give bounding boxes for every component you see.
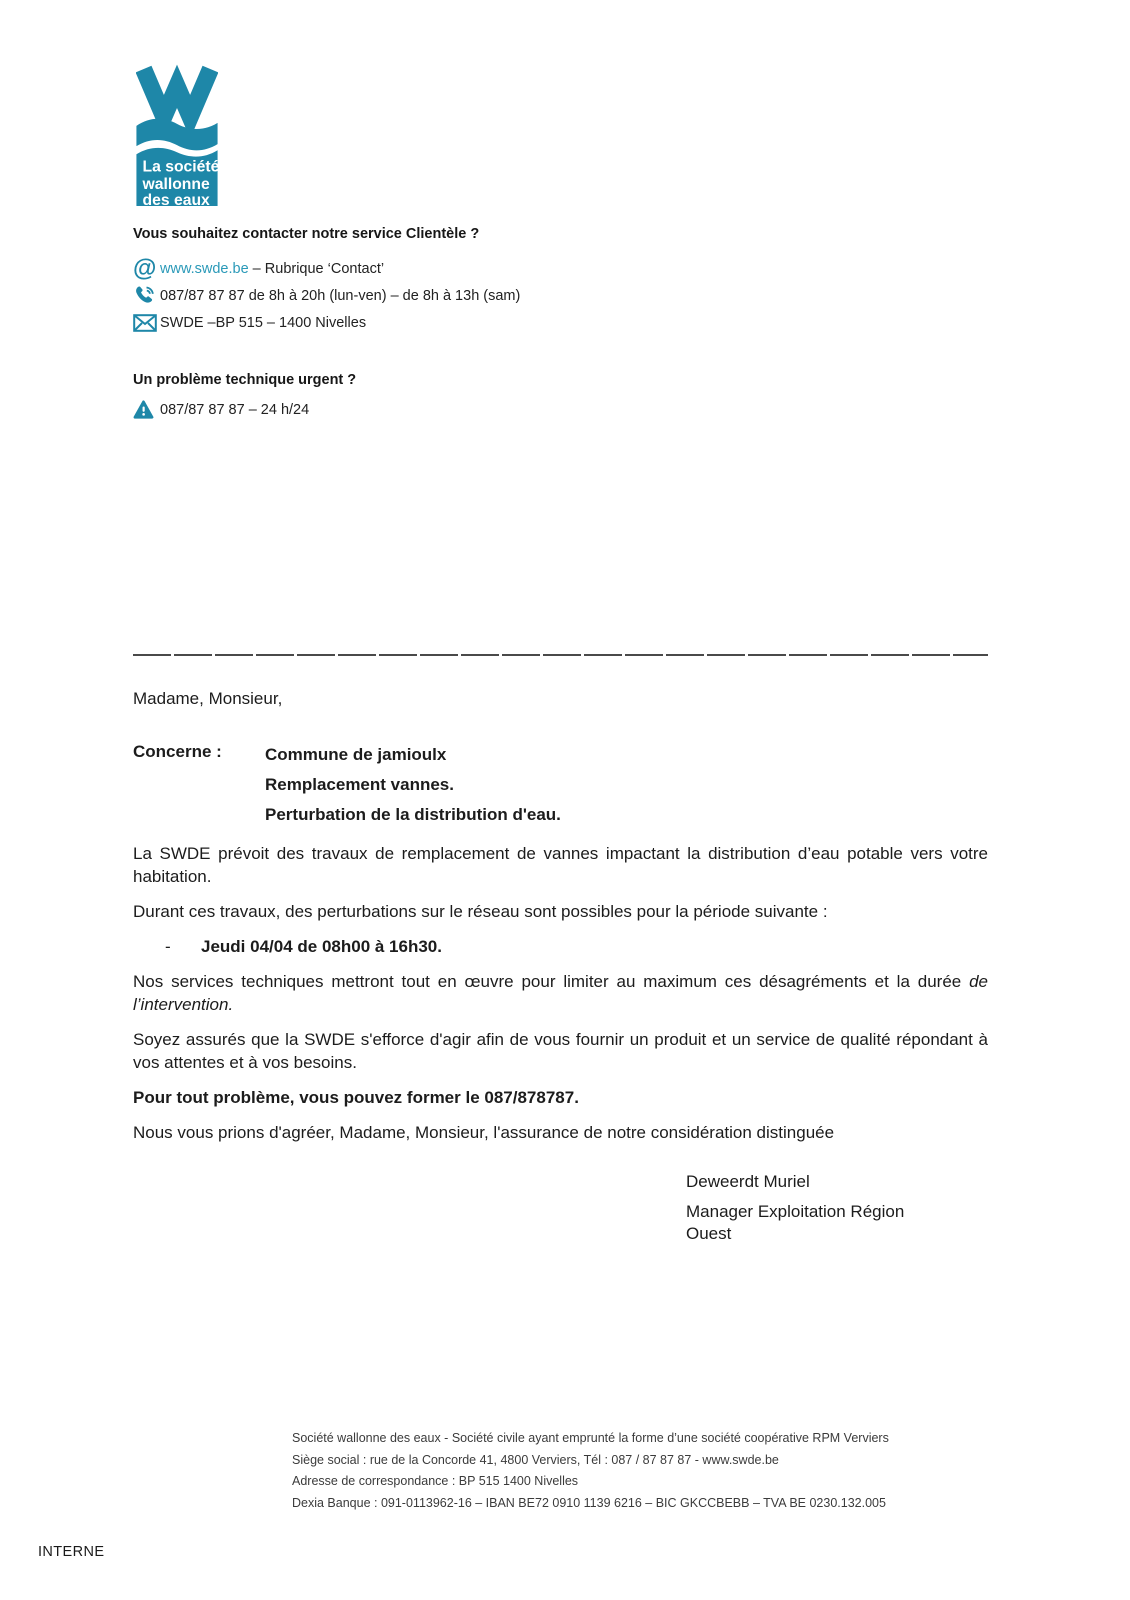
footer-line: Dexia Banque : 091-0113962-16 – IBAN BE72 0910 1139 6216 – BIC GKCCBEBB – TVA BE 0230.132.005 <box>292 1495 886 1510</box>
contact-heading: Vous souhaitez contacter notre service Clientèle ? <box>133 226 480 242</box>
mail-row <box>133 309 653 336</box>
concerne-lines <box>265 740 561 830</box>
paragraph-services-italic: de l’intervention. <box>133 972 988 1014</box>
mail-text: SWDE –BP 515 – 1400 Nivelles <box>160 314 367 331</box>
logo-wave-band <box>136 119 217 151</box>
bullet-text: Jeudi 04/04 de 08h00 à 16h30. <box>201 937 442 956</box>
urgent-heading: Un problème technique urgent ? <box>133 372 357 388</box>
footer-line: Siège social : rue de la Concorde 41, 4800 Verviers, Tél : 087 / 87 87 87 - www.swde.be <box>292 1452 779 1467</box>
swde-logo <box>136 64 218 206</box>
urgent-phone-text: 087/87 87 87 – 24 h/24 <box>160 401 310 418</box>
at-icon: @ <box>133 254 157 282</box>
bullet-date <box>133 935 988 958</box>
swde-logo-graphic <box>136 64 218 206</box>
bullet-dash: - <box>165 937 171 956</box>
interne-watermark: INTERNE <box>38 1544 105 1560</box>
footer-line: Adresse de correspondance : BP 515 1400 Nivelles <box>292 1474 579 1488</box>
website-rest: – Rubrique ‘Contact’ <box>248 260 385 277</box>
paragraph-period: Durant ces travaux, des perturbations sur le réseau sont possibles pour la période suivante : <box>133 902 828 921</box>
paragraph-closing: Nous vous prions d'agréer, Madame, Monsieur, l'assurance de notre considération distinguée <box>133 1123 835 1142</box>
concerne-line: Perturbation de la distribution d'eau. <box>265 805 561 824</box>
envelope-icon <box>133 314 160 332</box>
footer-line: Société wallonne des eaux - Société civile ayant emprunté la forme d’une société coopérative RPM Verviers <box>292 1431 889 1445</box>
paragraph-quality: Soyez assurés que la SWDE s'efforce d'agir afin de vous fournir un produit et un service de qualité répondant à vos attentes et à vos besoins. <box>133 1030 988 1072</box>
logo-line-3: des eaux <box>142 191 210 206</box>
signature-block <box>686 1170 934 1245</box>
signature-title: Manager Exploitation Région Ouest <box>686 1202 905 1243</box>
contact-section <box>133 226 653 423</box>
website-link[interactable]: www.swde.be <box>160 260 249 277</box>
divider-line <box>133 653 988 656</box>
logo-line-1: La société <box>142 158 218 176</box>
phone-text: 087/87 87 87 de 8h à 20h (lun-ven) – de 8h à 13h (sam) <box>160 287 521 304</box>
signature-name: Deweerdt Muriel <box>686 1172 810 1191</box>
website-row <box>133 255 653 282</box>
urgent-row <box>133 396 653 423</box>
website-text <box>160 261 384 277</box>
concerne-label: Concerne : <box>133 742 222 761</box>
phone-row <box>133 282 653 309</box>
logo-line-2: wallonne <box>142 175 210 193</box>
phone-icon <box>133 284 160 308</box>
concerne-line: Remplacement vannes. <box>265 775 454 794</box>
logo-w-icon <box>144 69 211 117</box>
salutation: Madame, Monsieur, <box>133 689 283 708</box>
paragraph-services-text: Nos services techniques mettront tout en œuvre pour limiter au maximum ces désagréments et la durée <box>133 972 970 991</box>
warning-icon <box>133 400 160 419</box>
concerne-line: Commune de jamioulx <box>265 745 447 764</box>
letter-body <box>133 645 988 1245</box>
footer <box>292 1428 889 1514</box>
paragraph-problem: Pour tout problème, vous pouvez former le 087/878787. <box>133 1088 579 1107</box>
paragraph-works: La SWDE prévoit des travaux de remplacement de vannes impactant la distribution d’eau potable vers votre habitation. <box>133 844 988 886</box>
paragraph-services <box>133 970 988 1016</box>
concerne-block <box>133 740 988 830</box>
